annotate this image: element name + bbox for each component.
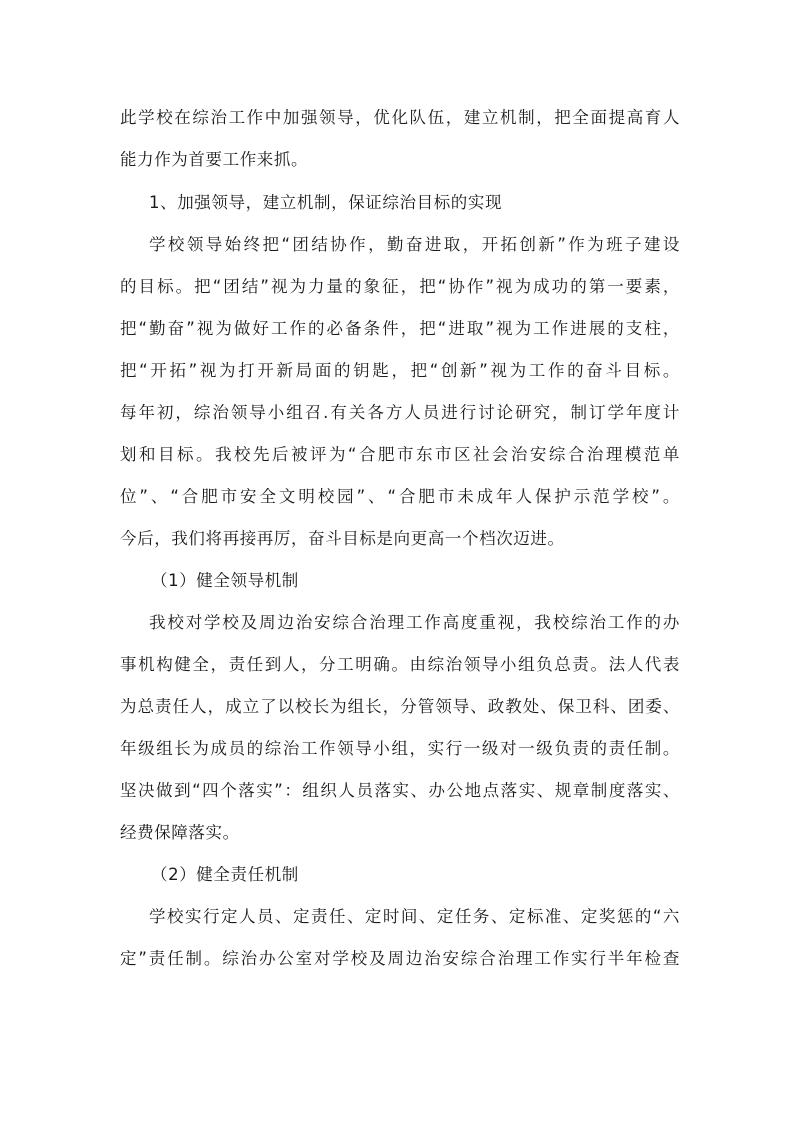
- text-line: 我校对学校及周边治安综合治理工作高度重视，我校综治工作的办: [149, 613, 680, 632]
- text-line: 能力作为首要工作来抓。: [120, 150, 309, 169]
- text-line: 经费保障落实。: [120, 823, 240, 842]
- text-line: 为总责任人，成立了以校长为组长，分管领导、政教处、保卫科、团委、: [120, 697, 680, 716]
- text-line: 坚决做到“四个落实”：组织人员落实、办公地点落实、规章制度落实、: [120, 781, 680, 800]
- text-line: 此学校在综治工作中加强领导，优化队伍，建立机制，把全面提高育人: [120, 108, 680, 127]
- text-line: 学校实行定人员、定责任、定时间、定任务、定标准、定奖惩的“六: [149, 907, 680, 926]
- sub-heading: （1）健全领导机制: [151, 571, 299, 590]
- text-line: 把“开拓”视为打开新局面的钥匙，把“创新”视为工作的奋斗目标。: [120, 361, 680, 380]
- sub-heading: （2）健全责任机制: [151, 865, 299, 884]
- text-line: 把“勤奋”视为做好工作的必备条件，把“进取”视为工作进展的支柱，: [120, 319, 680, 338]
- text-line: 今后，我们将再接再厉，奋斗目标是向更高一个档次迈进。: [120, 529, 565, 548]
- text-line: 划和目标。我校先后被评为“合肥市东市区社会治安综合治理模范单: [120, 445, 680, 464]
- text-line: 位”、“合肥市安全文明校园”、“合肥市未成年人保护示范学校”。: [120, 487, 680, 506]
- text-line: 学校领导始终把“团结协作，勤奋进取，开拓创新”作为班子建设: [149, 235, 680, 254]
- text-line: 每年初，综治领导小组召.有关各方人员进行讨论研究，制订学年度计: [120, 403, 680, 422]
- text-line: 年级组长为成员的综治工作领导小组，实行一级对一级负责的责任制。: [120, 739, 680, 758]
- text-line: 的目标。把“团结”视为力量的象征，把“协作”视为成功的第一要素，: [120, 277, 680, 296]
- text-line: 事机构健全，责任到人，分工明确。由综治领导小组负总责。法人代表: [120, 655, 680, 674]
- text-line: 定”责任制。综治办公室对学校及周边治安综合治理工作实行半年检查: [120, 949, 680, 968]
- section-heading: 1、加强领导，建立机制，保证综治目标的实现: [149, 193, 503, 212]
